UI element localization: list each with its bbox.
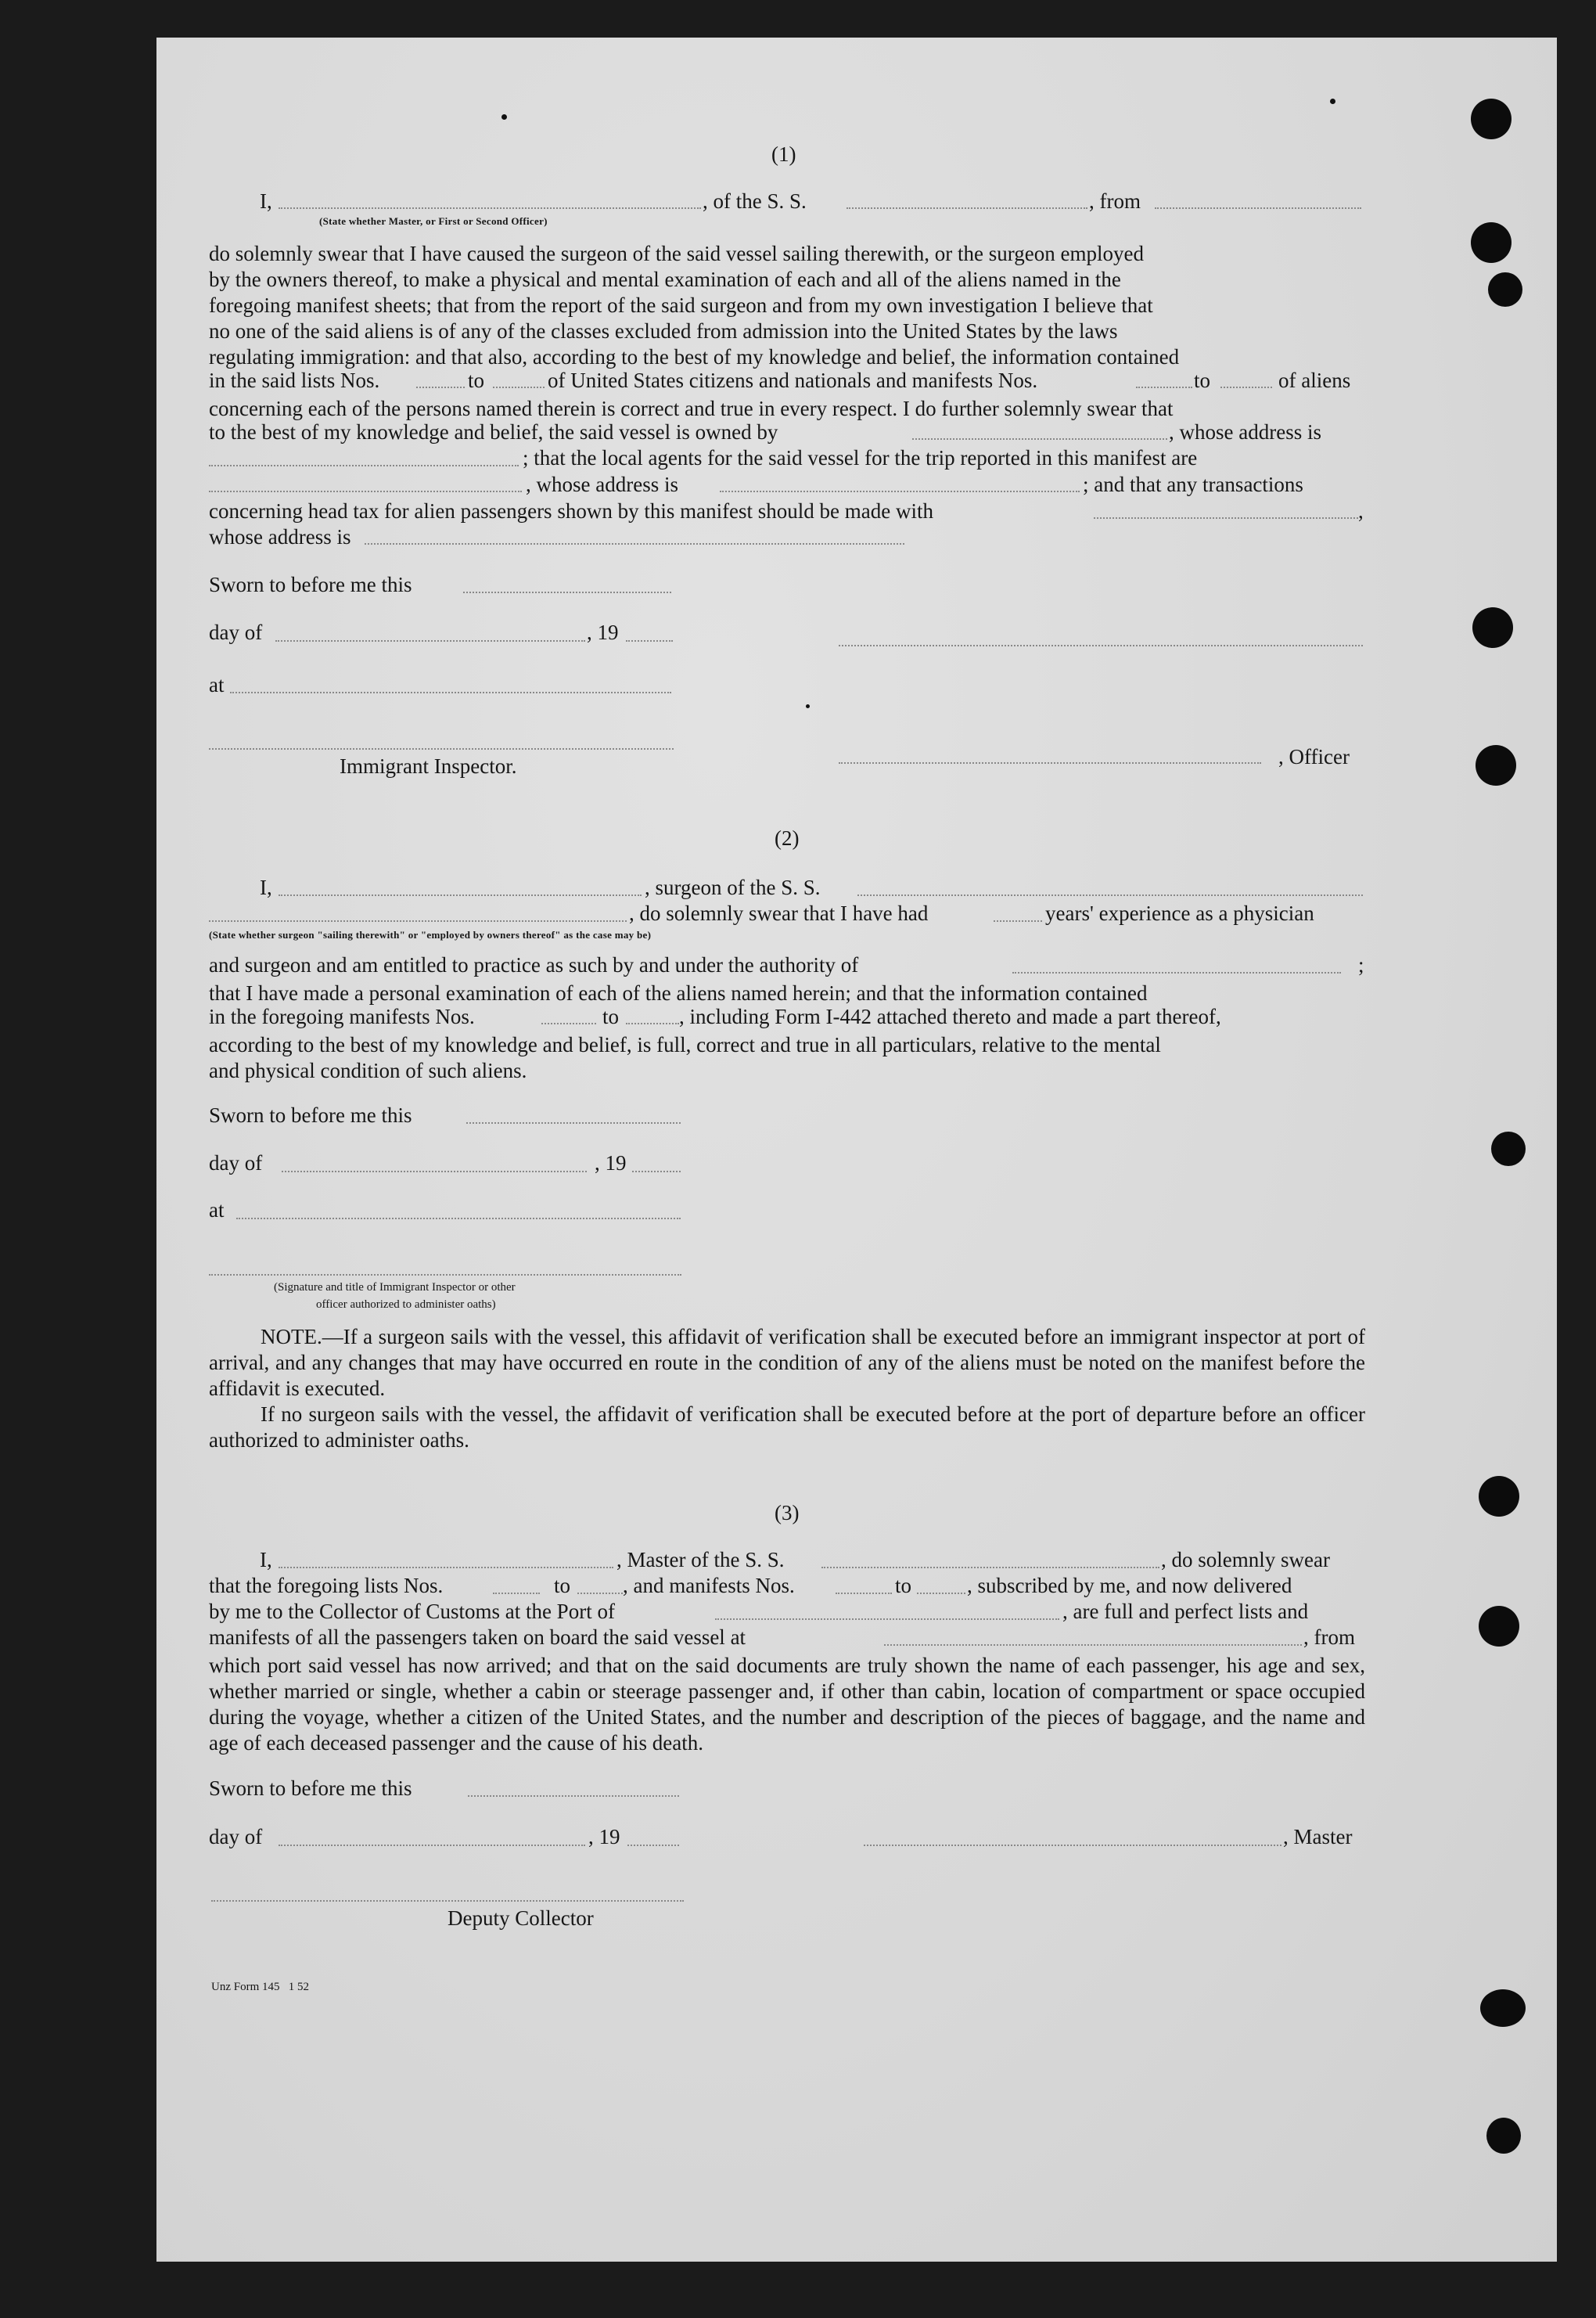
semicolon: ; [1358, 953, 1364, 977]
section-3-number: (3) [775, 1501, 800, 1524]
punch-hole [1472, 607, 1513, 648]
form-i442-label: , including Form I-442 attached thereto and made a part thereof, [679, 1005, 1221, 1028]
oath-line: by the owners thereof, to make a physical and mental examination of each and all of the aliens named in the [209, 268, 1121, 291]
manifest-from-field[interactable] [541, 1023, 596, 1024]
to-label: to [602, 1005, 620, 1028]
owner-address-label: , whose address is [1169, 420, 1321, 444]
surgeon-name-field[interactable] [279, 894, 642, 896]
citizen-list-to-field[interactable] [493, 387, 545, 388]
to-label: to [895, 1574, 912, 1597]
condition-paragraph [209, 1032, 1365, 1084]
from-label: , from [1303, 1625, 1355, 1649]
day-of-label: day of [209, 1151, 263, 1175]
taken-on-board-label: manifests of all the passengers taken on board the said vessel at [209, 1625, 746, 1649]
note-paragraph: NOTE.—If a surgeon sails with the vessel, this affidavit of verification shall be executed before an immigrant inspector at port of arrival, and any changes that may have occurred en route in the condition of any of the aliens must be noted on the manifest before the affidavit is executed. [209, 1325, 1365, 1400]
years-experience-label: years' experience as a physician [1045, 902, 1314, 925]
manifests-to-field[interactable] [917, 1593, 965, 1594]
collector-signature-field[interactable] [211, 1900, 684, 1902]
immigrant-inspector-label: Immigrant Inspector. [340, 754, 517, 778]
authority-label: and surgeon and am entitled to practice as such by and under the authority of [209, 953, 859, 977]
year-label: , 19 [595, 1151, 627, 1175]
owner-name-field[interactable] [912, 438, 1167, 440]
ink-speck [806, 704, 810, 708]
surgeon-vessel-field[interactable] [857, 894, 1363, 896]
sworn-label: Sworn to before me this [209, 1103, 412, 1127]
manifests-nos-label: , and manifests Nos. [623, 1574, 795, 1597]
surgeon-status-field[interactable] [209, 920, 627, 922]
from-port-field[interactable] [1155, 207, 1361, 209]
citizen-list-from-field[interactable] [416, 387, 465, 388]
note-paragraph: If no surgeon sails with the vessel, the affidavit of verification shall be executed before at the port of departure before an officer authorized to administer oaths. [209, 1402, 1365, 1452]
head-tax-address-field[interactable] [365, 543, 904, 545]
sworn-label: Sworn to before me this [209, 573, 412, 596]
lists-from-field[interactable] [493, 1593, 540, 1594]
lists-nos-label: in the said lists Nos. [209, 369, 380, 392]
sworn-place-field[interactable] [236, 1218, 681, 1219]
surgeon-status-note: (State whether surgeon "sailing therewith" or "employed by owners thereof" as the case may be) [209, 929, 652, 941]
condition-line: and physical condition of such aliens. [209, 1059, 527, 1082]
form-number: Unz Form 145 1 52 [211, 1981, 309, 1993]
alien-manifest-to-field[interactable] [1220, 387, 1272, 388]
manifest-to-field[interactable] [626, 1023, 679, 1024]
oath-paragraph-1 [209, 241, 1365, 370]
collector-port-label: by me to the Collector of Customs at the Port of [209, 1600, 615, 1623]
i-label: I, [260, 876, 272, 899]
sworn-month-field[interactable] [275, 640, 585, 642]
master-label: , Master [1283, 1825, 1353, 1848]
punch-hole [1476, 745, 1516, 786]
sworn-year-field[interactable] [627, 1845, 679, 1846]
sworn-month-field[interactable] [279, 1845, 585, 1846]
agent-address-label: , whose address is [526, 473, 678, 496]
sworn-year-field[interactable] [632, 1171, 681, 1172]
punch-hole [1488, 272, 1522, 307]
surgeon-of-label: , surgeon of the S. S. [645, 876, 821, 899]
whose-address-label: whose address is [209, 525, 351, 549]
surgeon-swear-label: , do solemnly swear that I have had [629, 902, 929, 925]
rank-note: (State whether Master, or First or Second Officer) [319, 215, 548, 227]
at-label: at [209, 673, 225, 696]
sworn-day-field[interactable] [466, 1122, 681, 1124]
master-name-field[interactable] [279, 1567, 613, 1568]
officer-name-field[interactable] [839, 762, 1261, 764]
head-tax-label: concerning head tax for alien passengers shown by this manifest should be made with [209, 499, 934, 523]
to-label: to [468, 369, 485, 392]
full-lists-label: , are full and perfect lists and [1062, 1600, 1309, 1623]
from-label: , from [1089, 189, 1141, 213]
i-label: I, [260, 1548, 272, 1571]
sworn-label: Sworn to before me this [209, 1776, 412, 1800]
at-label: at [209, 1198, 225, 1222]
manifests-nos-label: of United States citizens and nationals and manifests Nos. [548, 369, 1038, 392]
agent-address-field[interactable] [720, 491, 1080, 492]
signature-note: officer authorized to administer oaths) [316, 1298, 496, 1311]
subscribed-label: , subscribed by me, and now delivered [967, 1574, 1292, 1597]
year-label: , 19 [588, 1825, 620, 1848]
to-label: to [554, 1574, 571, 1597]
punch-hole [1479, 1476, 1519, 1517]
ink-speck [1330, 99, 1335, 104]
oath-line: do solemnly swear that I have caused the surgeon of the said vessel sailing therewith, or the surgeon employed [209, 242, 1144, 265]
sworn-day-field[interactable] [468, 1795, 679, 1797]
manifests-nos-label: in the foregoing manifests Nos. [209, 1005, 475, 1028]
section-1-number: (1) [771, 142, 796, 166]
lists-to-field[interactable] [577, 1593, 623, 1594]
sworn-month-field[interactable] [282, 1171, 587, 1172]
oath-line: regulating immigration: and that also, according to the best of my knowledge and belief, the information contained [209, 345, 1180, 369]
alien-manifest-from-field[interactable] [1136, 387, 1192, 388]
agent-name-field[interactable] [209, 491, 522, 492]
deputy-collector-label: Deputy Collector [448, 1906, 594, 1930]
manifests-from-field[interactable] [836, 1593, 892, 1594]
owned-by-label: to the best of my knowledge and belief, the said vessel is owned by [209, 420, 778, 444]
vessel-name-field[interactable] [847, 207, 1087, 209]
officer-rank-field[interactable] [279, 207, 701, 209]
ink-speck [501, 114, 507, 120]
master-vessel-field[interactable] [821, 1567, 1159, 1568]
master-of-label: , Master of the S. S. [616, 1548, 785, 1571]
sworn-place-field[interactable] [230, 692, 671, 693]
oath-line: foregoing manifest sheets; that from the report of the said surgeon and from my own investigation I believe that [209, 293, 1153, 317]
day-of-label: day of [209, 1825, 263, 1848]
sworn-day-field[interactable] [463, 592, 671, 593]
sworn-year-field[interactable] [626, 640, 673, 642]
comma: , [1358, 499, 1364, 523]
signature-note: (Signature and title of Immigrant Inspector or other [274, 1281, 516, 1294]
owner-address-field[interactable] [209, 465, 519, 466]
section-2-number: (2) [775, 826, 800, 850]
departure-port-field[interactable] [884, 1644, 1302, 1646]
transactions-label: ; and that any transactions [1083, 473, 1303, 496]
passenger-paragraph: which port said vessel has now arrived; and that on the said documents are truly shown the name of each passenger, his age and sex, whether married or single, whether a cabin or steerage passenger and, if other than cabin, location of compartment or space occupied during the voyage, whether a citizen of the United States, and the number and description of the pieces of baggage, and the name and age of each deceased passenger and the cause of his death. [209, 1654, 1365, 1755]
punch-hole [1480, 1989, 1526, 2027]
of-ss-label: , of the S. S. [703, 189, 807, 213]
local-agents-label: ; that the local agents for the said vessel for the trip reported in this manifest are [523, 446, 1198, 470]
oath-line-7: concerning each of the persons named therein is correct and true in every respect. I do further solemnly swear that [209, 397, 1174, 420]
of-aliens-label: of aliens [1278, 369, 1351, 392]
examination-line: that I have made a personal examination of each of the aliens named herein; and that the information contained [209, 981, 1148, 1005]
master-signature-field[interactable] [864, 1845, 1281, 1846]
condition-line: according to the best of my knowledge and belief, is full, correct and true in all particulars, relative to the mental [209, 1033, 1161, 1056]
punch-hole [1486, 2118, 1521, 2154]
solemnly-swear-label: , do solemnly swear [1161, 1548, 1330, 1571]
years-experience-field[interactable] [994, 920, 1042, 922]
officer-signature-field[interactable] [839, 645, 1363, 646]
inspector-signature-field[interactable] [209, 748, 674, 750]
inspector-signature-field[interactable] [209, 1274, 681, 1276]
punch-hole [1479, 1606, 1519, 1647]
punch-hole [1471, 222, 1512, 263]
punch-hole [1471, 99, 1512, 139]
punch-hole [1491, 1132, 1526, 1166]
head-tax-contact-field[interactable] [1094, 517, 1358, 519]
authority-field[interactable] [1012, 972, 1341, 974]
oath-line: no one of the said aliens is of any of the classes excluded from admission into the United States by the laws [209, 319, 1118, 343]
officer-label: , Officer [1278, 745, 1350, 768]
i-label: I, [260, 189, 272, 213]
year-label: , 19 [587, 621, 619, 644]
day-of-label: day of [209, 621, 263, 644]
lists-nos-label: that the foregoing lists Nos. [209, 1574, 444, 1597]
to-label: to [1194, 369, 1211, 392]
collector-port-field[interactable] [715, 1618, 1059, 1620]
